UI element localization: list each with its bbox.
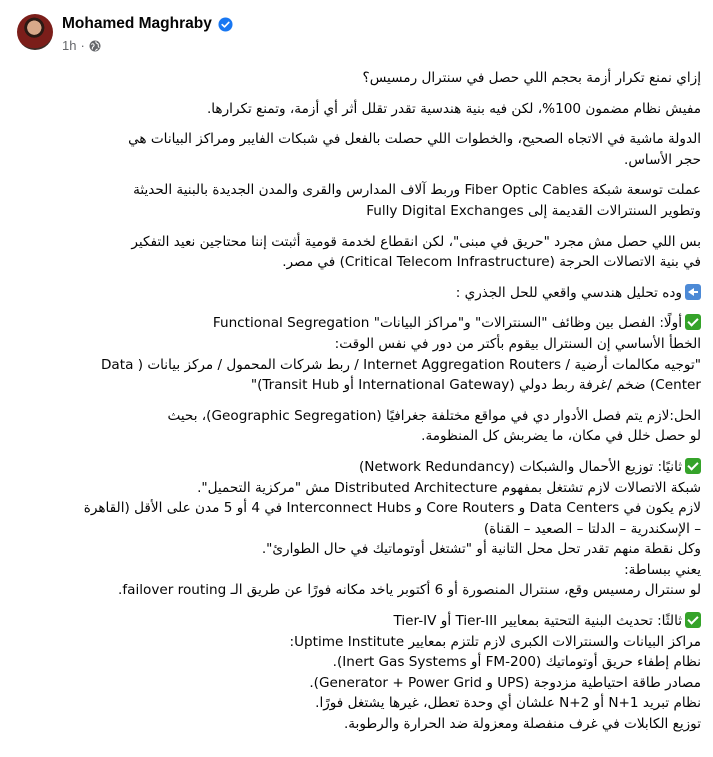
post-header — [0, 0, 713, 58]
text-line: عملت توسعة شبكة Fiber Optic Cables وربط آلاف المدارس والقرى والمدن الجديدة بالبنية الحديثة — [133, 182, 701, 199]
check-mark-emoji-icon — [685, 458, 701, 474]
author-avatar[interactable] — [17, 14, 53, 50]
verified-badge-icon — [218, 17, 233, 32]
post-paragraph — [18, 457, 701, 601]
post-paragraph — [18, 313, 701, 395]
text-line: يعني ببساطة: — [624, 561, 701, 578]
text-line: الحل:لازم يتم فصل الأدوار دي في مواقع مختلفة جغرافيًا (Geographic Segregation)، بحيث — [167, 407, 701, 424]
text-segment: وده تحليل هندسي واقعي للحل الجذري : — [455, 284, 682, 301]
author-name[interactable]: Mohamed Maghraby — [62, 15, 212, 32]
post-paragraph — [18, 611, 701, 735]
left-arrow-emoji-icon — [685, 284, 701, 300]
meta-separator: · — [80, 38, 85, 53]
text-line: مراكز البيانات والسنترالات الكبرى لازم تلتزم بمعايير Uptime Institute: — [289, 633, 701, 650]
text-line — [18, 611, 701, 632]
post-paragraph — [18, 283, 701, 304]
text-line: Center) ضخم /غرفة ربط دولي (International Gateway أو Transit Hub)" — [250, 377, 701, 394]
public-globe-icon — [89, 40, 101, 52]
author-line — [62, 15, 233, 33]
text-line: شبكة الاتصالات لازم تشتغل بمفهوم Distributed Architecture مش "مركزية التحميل". — [197, 479, 701, 496]
text-line: نظام إطفاء حريق أوتوماتيك (FM-200 أو Inert Gas Systems). — [332, 654, 701, 671]
check-mark-emoji-icon — [685, 612, 701, 628]
text-segment: ثالثًا: تحديث البنية التحتية بمعايير Tier-III أو Tier-IV — [393, 613, 682, 630]
text-line: نظام تبريد N+1 أو N+2 علشان أي وحدة تعطل، غيرها يشتغل فورًا. — [315, 695, 701, 712]
text-line: في بنية الاتصالات الحرجة (Critical Telecom Infrastructure) في مصر. — [282, 254, 701, 271]
text-line: – الإسكندرية – الدلتا – الصعيد – القناة) — [483, 520, 701, 537]
post-paragraph — [18, 68, 701, 89]
text-line: "توجيه مكالمات أرضية / Internet Aggregation Routers / ربط شركات المحمول / مركز بيانات ( Data — [100, 356, 701, 373]
post-body — [18, 68, 701, 745]
post-meta — [62, 38, 101, 53]
text-line: الخطأ الأساسي إن السنترال بيقوم بأكتر من دور في نفس الوقت: — [334, 335, 701, 352]
text-line: لازم يكون في Data Centers و Core Routers و Interconnect Hubs في 4 أو 5 مدن على الأقل (القاهرة — [83, 500, 701, 517]
post-paragraph — [18, 232, 701, 273]
text-line: توزيع الكابلات في غرف منفصلة ومعزولة ضد الحرارة والرطوبة. — [343, 716, 701, 733]
post-paragraph — [18, 99, 701, 120]
text-line: لو سنترال رمسيس وقع، سنترال المنصورة أو 6 أكتوبر ياخد مكانه فورًا عن طريق الـ failover routing. — [118, 582, 701, 599]
text-line: مفيش نظام مضمون 100%، لكن فيه بنية هندسية تقدر تقلل أثر أي أزمة، وتمنع تكرارها. — [206, 100, 701, 117]
text-line: حجر الأساس. — [624, 151, 701, 168]
text-line — [18, 457, 701, 478]
post-paragraph — [18, 406, 701, 447]
post-time[interactable]: 1h — [62, 38, 77, 53]
post-paragraph — [18, 129, 701, 170]
text-line: بس اللي حصل مش مجرد "حريق في مبنى"، لكن انقطاع لخدمة قومية أثبتت إننا محتاجين نعيد التفكير — [131, 233, 701, 250]
text-line — [18, 313, 701, 334]
text-line — [18, 283, 701, 304]
text-line: وكل نقطة منهم تقدر تحل محل التانية أو "تشتغل أوتوماتيك في حال الطوارئ". — [261, 541, 701, 558]
check-mark-emoji-icon — [685, 314, 701, 330]
text-segment: أولًا: الفصل بين وظائف "السنترالات" و"مراكز البيانات" Functional Segregation — [212, 315, 682, 332]
text-line: إزاي نمنع تكرار أزمة بحجم اللي حصل في سنترال رمسيس؟ — [362, 70, 701, 86]
text-line: الدولة ماشية في الاتجاه الصحيح، والخطوات اللي حصلت بالفعل في شبكات الفايبر ومراكز البيانات هي — [128, 131, 701, 148]
text-line: لو حصل خلل في مكان، ما يضربش كل المنظومة. — [421, 428, 701, 445]
text-line: وتطوير السنترالات القديمة إلى Fully Digital Exchanges — [366, 202, 701, 219]
text-segment: ثانيًا: توزيع الأحمال والشبكات (Network Redundancy) — [358, 458, 682, 475]
post-paragraph — [18, 180, 701, 221]
text-line: مصادر طاقة احتياطية مزدوجة (UPS و Generator + Power Grid). — [309, 674, 701, 691]
